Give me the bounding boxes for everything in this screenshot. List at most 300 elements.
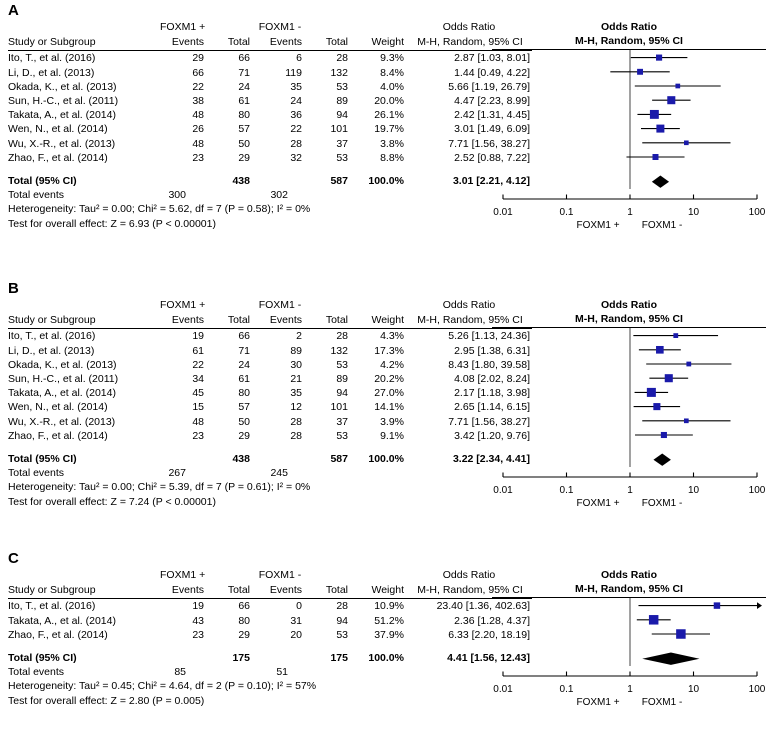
- table-column-header: [8, 583, 532, 599]
- x-axis-tick-label: 0.01: [493, 684, 513, 696]
- group-header-negative: FOXM1 -: [258, 299, 302, 311]
- study-name: Sun, H.-C., et al. (2011): [8, 95, 119, 108]
- study-events-pos: 19: [192, 600, 204, 613]
- x-axis-tick-label: 0.01: [493, 207, 513, 219]
- effect-size-marker: [650, 110, 659, 119]
- blank-cell: [356, 298, 408, 313]
- table-spacer: [8, 642, 532, 651]
- forest-plot-title: Odds Ratio: [600, 569, 657, 581]
- study-total-neg: 37: [336, 415, 348, 428]
- study-odds-ratio: 7.71 [1.56, 38.27]: [448, 415, 530, 428]
- table-total-row: [8, 452, 532, 466]
- effect-size-marker: [649, 615, 659, 625]
- study-events-neg: 6: [296, 52, 302, 65]
- table-row: [8, 80, 532, 94]
- plot-box: [492, 50, 766, 207]
- col-header-events-neg: Events: [258, 35, 310, 51]
- total-total-pos: 438: [232, 175, 250, 188]
- study-weight: 17.3%: [374, 344, 404, 357]
- x-axis-tick-label: 1: [627, 684, 633, 696]
- x-axis-tick-label: 0.1: [559, 485, 574, 497]
- study-name: Takata, A., et al. (2014): [8, 614, 116, 627]
- blank-cell: [212, 665, 258, 679]
- blank-cell: [212, 188, 258, 202]
- effect-size-marker: [656, 125, 664, 133]
- total-total-pos: 438: [232, 453, 250, 466]
- study-total-pos: 66: [238, 330, 250, 343]
- col-header-total-pos: Total: [212, 313, 258, 329]
- study-weight: 51.2%: [374, 614, 404, 627]
- study-weight: 9.3%: [380, 52, 404, 65]
- study-total-pos: 61: [238, 95, 250, 108]
- x-axis-tick-labels: [492, 207, 766, 220]
- study-name: Sun, H.-C., et al. (2011): [8, 373, 119, 386]
- study-total-neg: 28: [336, 330, 348, 343]
- col-header-study: Study or Subgroup: [8, 35, 160, 51]
- table-row: [8, 329, 532, 344]
- blank-cell: [8, 298, 160, 313]
- study-events-pos: 29: [192, 52, 204, 65]
- study-odds-ratio: 3.01 [1.49, 6.09]: [454, 123, 530, 136]
- study-odds-ratio: 5.26 [1.13, 24.36]: [448, 330, 530, 343]
- study-total-neg: 132: [330, 66, 348, 79]
- table-column-header: [8, 313, 532, 329]
- forest-row: [635, 388, 669, 397]
- study-name: Ito, T., et al. (2016): [8, 600, 96, 613]
- study-odds-ratio: 4.47 [2.23, 8.99]: [454, 95, 530, 108]
- total-odds-ratio: 4.41 [1.56, 12.43]: [447, 652, 530, 665]
- study-name: Wu, X.-R., et al. (2013): [8, 137, 116, 150]
- forest-row: [610, 69, 669, 75]
- blank-cell: [258, 174, 310, 188]
- table-row: [8, 108, 532, 122]
- forest-plot: [492, 20, 766, 233]
- blank-cell: [310, 188, 356, 202]
- pooled-effect-diamond: [652, 176, 669, 188]
- study-odds-ratio: 2.65 [1.14, 6.15]: [454, 401, 530, 414]
- study-events-neg: 32: [290, 151, 302, 164]
- study-events-pos: 45: [192, 387, 204, 400]
- table-total-events-row: [8, 665, 532, 679]
- meta-table-area: [8, 20, 530, 231]
- study-name: Li, D., et al. (2013): [8, 66, 95, 79]
- total-events-neg: 51: [276, 666, 288, 679]
- col-header-events-neg: Events: [258, 583, 310, 599]
- study-events-neg: 30: [290, 358, 302, 371]
- total-weight: 100.0%: [368, 453, 404, 466]
- forest-row: [637, 110, 671, 119]
- effect-size-marker: [675, 84, 680, 89]
- forest-row: [639, 346, 681, 354]
- axis-caption-right: FOXM1 -: [641, 697, 683, 709]
- group-header-positive: FOXM1 +: [160, 299, 206, 311]
- x-axis-tick-label: 100: [748, 684, 766, 696]
- table-row: [8, 415, 532, 429]
- overall-effect-text: Test for overall effect: Z = 6.93 (P < 0.00001): [8, 217, 216, 230]
- study-total-pos: 80: [238, 387, 250, 400]
- forest-row: [649, 375, 688, 383]
- study-events-neg: 24: [290, 95, 302, 108]
- plot-box: [492, 328, 766, 485]
- study-odds-ratio: 2.52 [0.88, 7.22]: [454, 151, 530, 164]
- study-events-pos: 48: [192, 137, 204, 150]
- col-header-or: M-H, Random, 95% CI: [408, 313, 532, 329]
- total-total-neg: 587: [330, 453, 348, 466]
- x-axis-tick-label: 1: [627, 485, 633, 497]
- table-row: [8, 94, 532, 108]
- x-axis-tick-label: 0.1: [559, 684, 574, 696]
- blank-cell: [8, 20, 160, 35]
- blank-cell: [356, 665, 408, 679]
- table-total-events-row: [8, 188, 532, 202]
- forest-row: [642, 419, 730, 424]
- forest-plot-svg: [492, 50, 766, 207]
- blank-cell: [356, 466, 408, 480]
- study-total-neg: 101: [330, 401, 348, 414]
- study-odds-ratio: 4.08 [2.02, 8.24]: [454, 373, 530, 386]
- study-odds-ratio: 2.87 [1.03, 8.01]: [454, 52, 530, 65]
- study-weight: 20.0%: [374, 95, 404, 108]
- x-axis-tick-label: 10: [687, 485, 700, 497]
- study-total-neg: 94: [336, 109, 348, 122]
- study-total-pos: 29: [238, 429, 250, 442]
- forest-row: [652, 97, 690, 105]
- col-header-study: Study or Subgroup: [8, 313, 160, 329]
- blank-cell: [356, 568, 408, 583]
- effect-size-marker: [656, 55, 662, 61]
- col-header-or: M-H, Random, 95% CI: [408, 35, 532, 51]
- total-total-neg: 587: [330, 175, 348, 188]
- study-odds-ratio: 1.44 [0.49, 4.22]: [454, 66, 530, 79]
- study-events-neg: 20: [290, 628, 302, 641]
- effect-size-marker: [661, 432, 667, 438]
- col-header-events-neg: Events: [258, 313, 310, 329]
- study-total-neg: 53: [336, 358, 348, 371]
- col-header-total-pos: Total: [212, 583, 258, 599]
- total-weight: 100.0%: [368, 175, 404, 188]
- blank-cell: [356, 20, 408, 35]
- heterogeneity-text: Heterogeneity: Tau² = 0.00; Chi² = 5.39, df = 7 (P = 0.61); I² = 0%: [8, 481, 311, 494]
- table-row: [8, 66, 532, 80]
- table-row: [8, 344, 532, 358]
- study-events-neg: 28: [290, 415, 302, 428]
- study-weight: 4.3%: [380, 330, 404, 343]
- effect-size-marker: [684, 141, 689, 146]
- x-axis-tick-label: 0.1: [559, 207, 574, 219]
- effect-size-marker: [653, 403, 660, 410]
- study-name: Takata, A., et al. (2014): [8, 109, 116, 122]
- axis-caption-left: FOXM1 +: [576, 220, 620, 232]
- study-events-pos: 22: [192, 80, 204, 93]
- table-total-row: [8, 174, 532, 188]
- plot-box: [492, 598, 766, 684]
- study-odds-ratio: 23.40 [1.36, 402.63]: [436, 600, 530, 613]
- x-axis-tick-label: 100: [748, 207, 766, 219]
- study-weight: 37.9%: [374, 628, 404, 641]
- study-events-pos: 23: [192, 628, 204, 641]
- col-header-total-neg: Total: [310, 313, 356, 329]
- heterogeneity-text: Heterogeneity: Tau² = 0.45; Chi² = 4.64, df = 2 (P = 0.10); I² = 57%: [8, 680, 317, 693]
- blank-cell: [160, 174, 212, 188]
- study-weight: 3.9%: [380, 415, 404, 428]
- study-events-pos: 19: [192, 330, 204, 343]
- total-events-pos: 85: [174, 666, 186, 679]
- study-total-pos: 29: [238, 151, 250, 164]
- study-total-neg: 101: [330, 123, 348, 136]
- ci-arrow-icon: [757, 603, 762, 610]
- study-name: Ito, T., et al. (2016): [8, 330, 96, 343]
- group-header-positive: FOXM1 +: [160, 21, 206, 33]
- blank-cell: [212, 298, 258, 313]
- effect-size-marker: [673, 334, 678, 339]
- group-header-positive: FOXM1 +: [160, 569, 206, 581]
- x-axis-tick-labels: [492, 684, 766, 697]
- effect-size-marker: [714, 603, 720, 609]
- effect-size-marker: [656, 346, 664, 354]
- study-name: Okada, K., et al. (2013): [8, 358, 117, 371]
- total-label: Total (95% CI): [8, 453, 77, 466]
- study-total-neg: 94: [336, 387, 348, 400]
- study-total-pos: 50: [238, 415, 250, 428]
- col-header-total-pos: Total: [212, 35, 258, 51]
- study-events-pos: 48: [192, 415, 204, 428]
- effect-size-marker: [665, 375, 673, 383]
- effect-size-marker: [647, 388, 656, 397]
- study-name: Ito, T., et al. (2016): [8, 52, 96, 65]
- meta-analysis-table: [8, 20, 532, 202]
- study-events-neg: 0: [296, 600, 302, 613]
- study-total-neg: 28: [336, 52, 348, 65]
- study-name: Wen, N., et al. (2014): [8, 123, 108, 136]
- study-weight: 3.8%: [380, 137, 404, 150]
- pooled-effect-diamond: [642, 653, 699, 665]
- study-total-pos: 29: [238, 628, 250, 641]
- study-total-pos: 80: [238, 614, 250, 627]
- forest-row: [635, 84, 721, 89]
- total-events-neg: 302: [270, 189, 288, 202]
- meta-analysis-table: [8, 568, 532, 679]
- table-row: [8, 614, 532, 628]
- blank-cell: [310, 568, 356, 583]
- study-events-neg: 35: [290, 80, 302, 93]
- forest-plot-subtitle: M-H, Random, 95% CI: [492, 582, 766, 598]
- blank-cell: [356, 188, 408, 202]
- study-odds-ratio: 2.17 [1.18, 3.98]: [454, 387, 530, 400]
- table-group-header: [8, 568, 532, 583]
- study-total-neg: 132: [330, 344, 348, 357]
- total-total-neg: 175: [330, 652, 348, 665]
- table-row: [8, 137, 532, 151]
- total-events-neg: 245: [270, 467, 288, 480]
- total-events-label: Total events: [8, 189, 65, 202]
- study-total-pos: 71: [238, 66, 250, 79]
- col-header-weight: Weight: [356, 583, 408, 599]
- overall-effect-text: Test for overall effect: Z = 7.24 (P < 0.00001): [8, 495, 216, 508]
- total-label: Total (95% CI): [8, 652, 77, 665]
- effect-size-marker: [684, 419, 689, 424]
- pooled-effect-diamond: [653, 454, 670, 466]
- meta-table-area: [8, 298, 530, 509]
- study-weight: 10.9%: [374, 600, 404, 613]
- table-row: [8, 151, 532, 165]
- blank-cell: [160, 651, 212, 665]
- study-events-neg: 2: [296, 330, 302, 343]
- blank-cell: [310, 665, 356, 679]
- study-total-pos: 24: [238, 80, 250, 93]
- forest-row: [642, 141, 730, 146]
- x-axis-tick-labels: [492, 485, 766, 498]
- blank-cell: [8, 568, 160, 583]
- study-total-pos: 57: [238, 123, 250, 136]
- study-events-neg: 22: [290, 123, 302, 136]
- study-events-pos: 34: [192, 373, 204, 386]
- axis-caption-left: FOXM1 +: [576, 498, 620, 510]
- study-events-pos: 43: [192, 614, 204, 627]
- forest-plot-subtitle: M-H, Random, 95% CI: [492, 312, 766, 328]
- study-odds-ratio: 8.43 [1.80, 39.58]: [448, 358, 530, 371]
- study-events-neg: 12: [290, 401, 302, 414]
- forest-plot: [492, 298, 766, 511]
- study-odds-ratio: 2.95 [1.38, 6.31]: [454, 344, 530, 357]
- study-total-pos: 24: [238, 358, 250, 371]
- x-axis-caption: [492, 498, 766, 511]
- study-total-neg: 28: [336, 600, 348, 613]
- total-odds-ratio: 3.22 [2.34, 4.41]: [452, 453, 530, 466]
- forest-row: [633, 334, 718, 339]
- total-events-pos: 267: [168, 467, 186, 480]
- col-header-or: M-H, Random, 95% CI: [408, 583, 532, 599]
- study-events-neg: 35: [290, 387, 302, 400]
- blank-cell: [212, 466, 258, 480]
- forest-row: [635, 432, 693, 438]
- table-row: [8, 429, 532, 443]
- blank-cell: [258, 452, 310, 466]
- x-axis-caption: [492, 220, 766, 233]
- total-events-label: Total events: [8, 666, 65, 679]
- blank-cell: [258, 651, 310, 665]
- forest-plot-title: Odds Ratio: [600, 21, 657, 33]
- study-weight: 20.2%: [374, 373, 404, 386]
- study-name: Zhao, F., et al. (2014): [8, 429, 108, 442]
- table-row: [8, 628, 532, 642]
- study-events-pos: 23: [192, 429, 204, 442]
- study-total-neg: 53: [336, 151, 348, 164]
- total-weight: 100.0%: [368, 652, 404, 665]
- blank-cell: [160, 452, 212, 466]
- axis-caption-right: FOXM1 -: [641, 220, 683, 232]
- study-events-pos: 66: [192, 66, 204, 79]
- study-total-pos: 50: [238, 137, 250, 150]
- table-total-row: [8, 651, 532, 665]
- total-total-pos: 175: [232, 652, 250, 665]
- forest-row: [646, 362, 731, 367]
- col-header-weight: Weight: [356, 313, 408, 329]
- col-header-study: Study or Subgroup: [8, 583, 160, 599]
- study-weight: 8.8%: [380, 151, 404, 164]
- study-events-neg: 119: [285, 66, 302, 79]
- forest-plot-title: Odds Ratio: [600, 299, 657, 311]
- study-name: Wen, N., et al. (2014): [8, 401, 108, 414]
- blank-cell: [310, 466, 356, 480]
- study-events-pos: 61: [192, 344, 204, 357]
- forest-row: [638, 603, 762, 610]
- col-header-events-pos: Events: [160, 35, 212, 51]
- x-axis-tick-label: 100: [748, 485, 766, 497]
- effect-size-marker: [686, 362, 691, 367]
- group-header-negative: FOXM1 -: [258, 21, 302, 33]
- forest-plot-svg: [492, 328, 766, 485]
- blank-cell: [310, 20, 356, 35]
- study-name: Okada, K., et al. (2013): [8, 80, 117, 93]
- or-group-header: Odds Ratio: [442, 299, 496, 311]
- axis-caption-left: FOXM1 +: [576, 697, 620, 709]
- study-events-neg: 28: [290, 137, 302, 150]
- forest-row: [634, 403, 680, 410]
- study-weight: 14.1%: [374, 401, 404, 414]
- total-odds-ratio: 3.01 [2.21, 4.12]: [452, 175, 530, 188]
- study-total-pos: 66: [238, 52, 250, 65]
- panel-letter: B: [8, 280, 19, 297]
- study-total-neg: 37: [336, 137, 348, 150]
- panel-letter: C: [8, 550, 19, 567]
- forest-row: [652, 630, 710, 640]
- forest-plot-subtitle: M-H, Random, 95% CI: [492, 34, 766, 50]
- col-header-weight: Weight: [356, 35, 408, 51]
- axis-caption-right: FOXM1 -: [641, 498, 683, 510]
- table-spacer: [8, 165, 532, 174]
- table-total-events-row: [8, 466, 532, 480]
- study-odds-ratio: 7.71 [1.56, 38.27]: [448, 137, 530, 150]
- study-weight: 4.2%: [380, 358, 404, 371]
- study-total-neg: 53: [336, 80, 348, 93]
- col-header-events-pos: Events: [160, 313, 212, 329]
- blank-cell: [212, 20, 258, 35]
- study-total-pos: 57: [238, 401, 250, 414]
- total-events-pos: 300: [168, 189, 186, 202]
- overall-effect-text: Test for overall effect: Z = 2.80 (P = 0.005): [8, 694, 205, 707]
- x-axis-caption: [492, 697, 766, 710]
- study-total-pos: 61: [238, 373, 250, 386]
- table-row: [8, 122, 532, 136]
- study-total-neg: 94: [336, 614, 348, 627]
- study-odds-ratio: 5.66 [1.19, 26.79]: [448, 80, 530, 93]
- study-total-neg: 89: [336, 373, 348, 386]
- table-group-header: [8, 298, 532, 313]
- study-weight: 26.1%: [374, 109, 404, 122]
- meta-analysis-table: [8, 298, 532, 480]
- study-events-pos: 38: [192, 95, 204, 108]
- table-group-header: [8, 20, 532, 35]
- x-axis-tick-label: 10: [687, 684, 700, 696]
- study-events-pos: 26: [192, 123, 204, 136]
- study-name: Li, D., et al. (2013): [8, 344, 95, 357]
- table-row: [8, 599, 532, 614]
- panel-letter: A: [8, 2, 19, 19]
- group-header-negative: FOXM1 -: [258, 569, 302, 581]
- heterogeneity-text: Heterogeneity: Tau² = 0.00; Chi² = 5.62, df = 7 (P = 0.58); I² = 0%: [8, 203, 311, 216]
- study-events-pos: 48: [192, 109, 204, 122]
- or-group-header: Odds Ratio: [442, 569, 496, 581]
- study-events-neg: 36: [290, 109, 302, 122]
- study-total-pos: 71: [238, 344, 250, 357]
- study-total-neg: 89: [336, 95, 348, 108]
- study-total-neg: 53: [336, 429, 348, 442]
- study-events-neg: 21: [290, 373, 302, 386]
- study-events-neg: 89: [290, 344, 302, 357]
- study-odds-ratio: 2.42 [1.31, 4.45]: [454, 109, 530, 122]
- forest-row: [637, 615, 671, 625]
- study-odds-ratio: 3.42 [1.20, 9.76]: [454, 429, 530, 442]
